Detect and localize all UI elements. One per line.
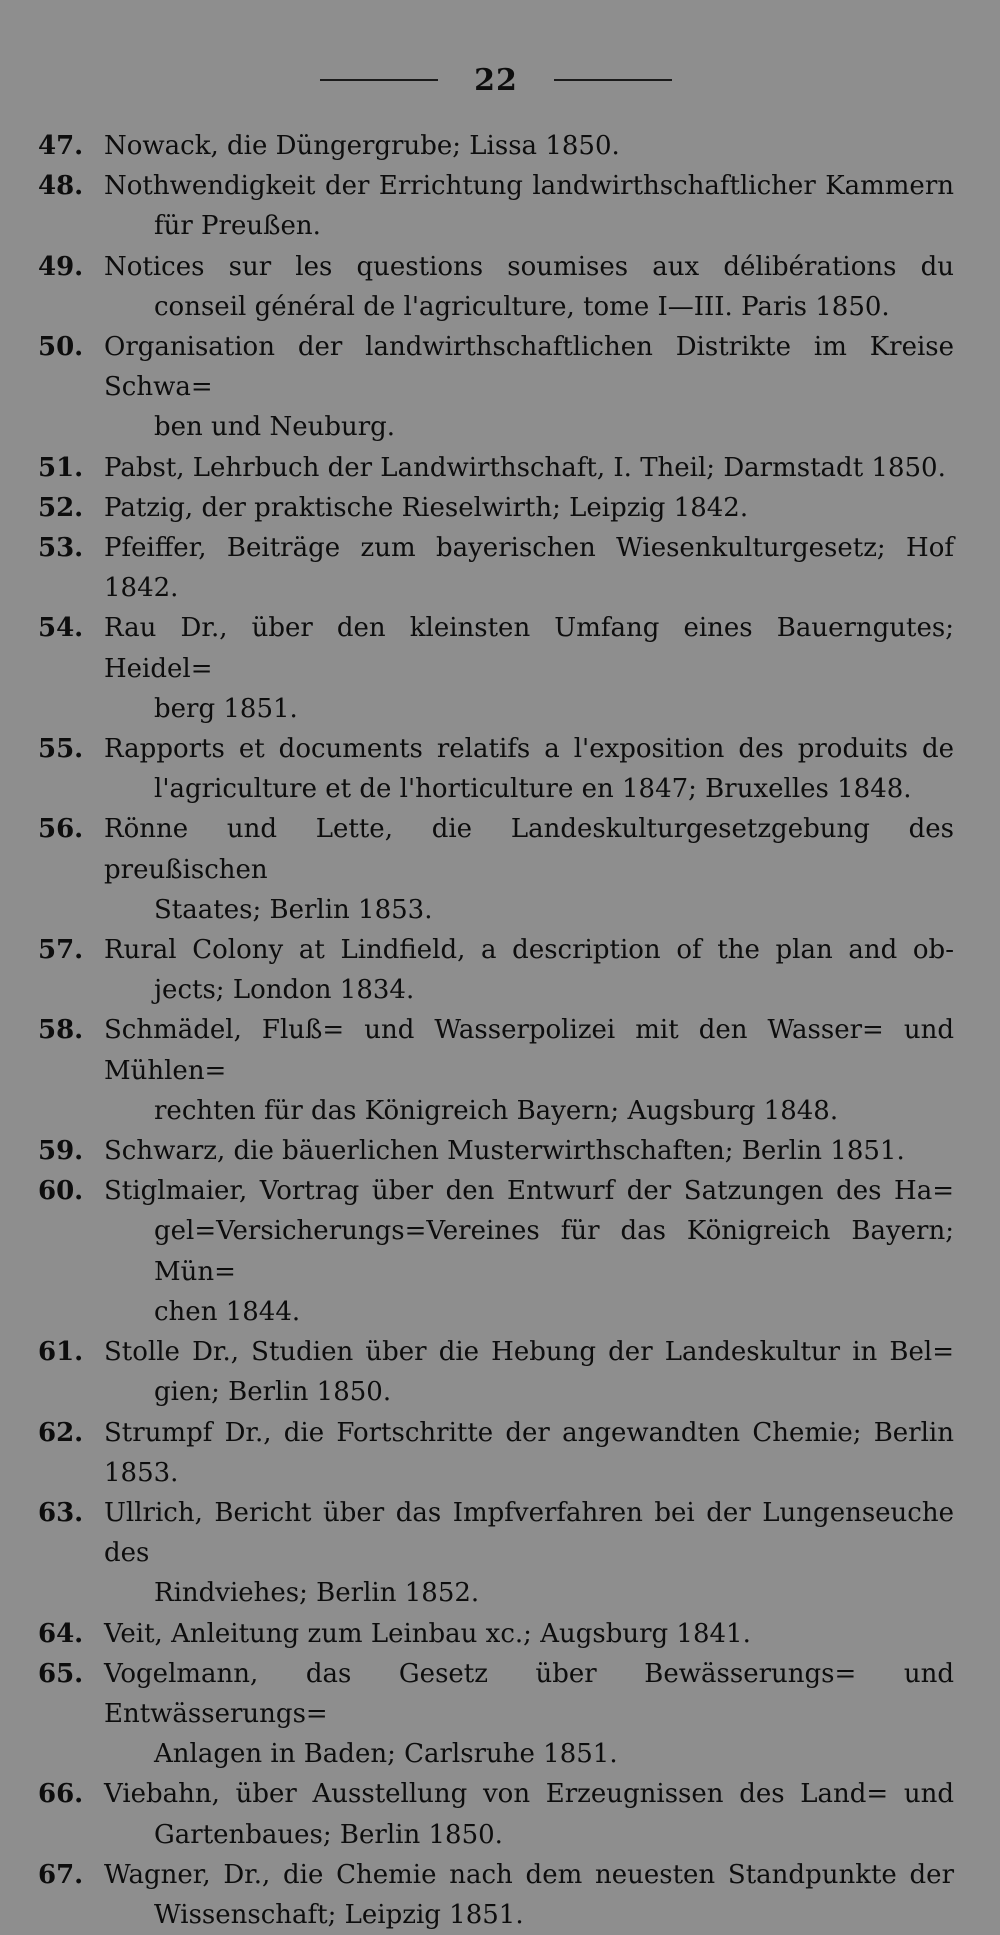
entry-line-continued: gel=Versicherungs=Vereines für das Königreich Bayern; Mün= [154,1216,954,1287]
bibliography-entry [38,1855,954,1935]
entry-line-first: Rapports et documents relatifs a l'exposition des produits de [104,734,954,765]
page-header [38,60,954,100]
entry-line-continued: chen 1844. [154,1296,301,1327]
entry-number: 52. [38,492,84,523]
entry-number: 53. [38,533,84,564]
entry-line-first: Nothwendigkeit der Errichtung landwirthschaftlicher Kammern [104,171,954,202]
entry-line-first: Rönne und Lette, die Landeskulturgesetzgebung des preußischen [104,814,954,885]
entry-text [104,488,954,528]
entry-line-continued: Rindviehes; Berlin 1852. [154,1578,480,1609]
bibliography-entry [38,809,954,930]
entry-text [104,608,954,729]
page-number: 22 [474,62,518,98]
entry-line-first: Strumpf Dr., die Fortschritte der angewandten Chemie; Berlin 1853. [104,1417,954,1488]
entry-line-first: Patzig, der praktische Rieselwirth; Leipzig 1842. [104,492,749,523]
bibliography-entry [38,247,954,327]
entry-line-first: Notices sur les questions soumises aux délibérations du [104,251,954,282]
entry-line-first: Organisation der landwirthschaftlichen Distrikte im Kreise Schwa= [104,332,954,403]
header-rule-left [320,79,438,81]
bibliography-entry [38,126,954,166]
entry-text [104,247,954,327]
entry-number: 48. [38,171,84,202]
entry-line-first: Stolle Dr., Studien über die Hebung der Landeskultur in Bel= [104,1337,954,1368]
bibliography-entry [38,1774,954,1854]
entry-text [104,126,954,166]
bibliography-entry [38,528,954,608]
entry-line-continued: jects; London 1834. [154,975,415,1006]
entry-text [104,166,954,246]
entry-line-first: Vogelmann, das Gesetz über Bewässerungs= und Entwässerungs= [104,1658,954,1729]
entry-text [104,448,954,488]
bibliography-entry [38,488,954,528]
entry-line-first: Ullrich, Bericht über das Impfverfahren bei der Lungenseuche des [104,1497,954,1569]
entry-number: 59. [38,1136,84,1167]
entry-line-continued: Anlagen in Baden; Carlsruhe 1851. [154,1739,618,1770]
bibliography-entry [38,1332,954,1412]
bibliography-entry [38,1171,954,1332]
entry-line-continued: l'agriculture et de l'horticulture en 1847; Bruxelles 1848. [154,774,912,805]
entry-text [104,1171,954,1332]
entry-text [104,729,954,809]
bibliography-entry [38,930,954,1010]
entry-line-continued: ben und Neuburg. [154,412,396,443]
entry-number: 64. [38,1618,84,1649]
entry-text [104,1010,954,1131]
entry-line-first: Pfeiffer, Beiträge zum bayerischen Wiesenkulturgesetz; Hof 1842. [104,533,954,604]
entry-text [104,1774,954,1854]
entry-number: 56. [38,814,84,845]
entry-text [104,1413,954,1493]
entry-number: 50. [38,332,84,363]
bibliography-entry [38,166,954,246]
entry-number: 60. [38,1176,84,1207]
entry-number: 47. [38,131,84,161]
entry-line-continued: Wissenschaft; Leipzig 1851. [154,1899,524,1930]
bibliography-entry [38,1493,954,1614]
entry-line-continued: rechten für das Königreich Bayern; Augsburg 1848. [154,1095,839,1126]
entry-number: 58. [38,1015,84,1046]
entry-text [104,1332,954,1412]
entry-text [104,930,954,1010]
entry-line-continued: Gartenbaues; Berlin 1850. [154,1819,503,1850]
bibliography-entry [38,327,954,448]
entry-line-first: Viebahn, über Ausstellung von Erzeugnissen des Land= und [104,1779,954,1810]
entry-number: 62. [38,1417,84,1448]
entry-line-continued: berg 1851. [154,693,298,724]
entry-text [104,327,954,448]
entry-line-first: Rural Colony at Lindfield, a description of the plan and ob- [104,935,954,966]
bibliography-entry [38,1131,954,1171]
entry-text [104,1131,954,1171]
entry-line-first: Veit, Anleitung zum Leinbau xc.; Augsburg 1841. [104,1618,751,1649]
bibliography-entry [38,1413,954,1493]
entry-line-continued: conseil général de l'agriculture, tome I—III. Paris 1850. [154,291,890,322]
entry-line-first: Rau Dr., über den kleinsten Umfang eines Bauerngutes; Heidel= [104,613,954,684]
entry-line-continued: für Preußen. [154,211,321,242]
entry-line-continued: gien; Berlin 1850. [154,1377,392,1408]
entry-line-continued: Staates; Berlin 1853. [154,894,433,925]
bibliography-entry [38,729,954,809]
entry-number: 63. [38,1497,84,1528]
entry-number: 67. [38,1859,84,1890]
entry-text [104,1614,954,1654]
entry-number: 51. [38,452,84,483]
entry-line-first: Schwarz, die bäuerlichen Musterwirthschaften; Berlin 1851. [104,1136,905,1167]
entry-number: 61. [38,1337,84,1368]
entry-line-first: Stiglmaier, Vortrag über den Entwurf der Satzungen des Ha= [104,1176,954,1207]
entry-text [104,1855,954,1935]
bibliography-entry [38,608,954,729]
entry-line-first: Schmädel, Fluß= und Wasserpolizei mit den Wasser= und Mühlen= [104,1015,954,1086]
entry-line-first: Wagner, Dr., die Chemie nach dem neuesten Standpunkte der [104,1859,954,1890]
entry-text [104,809,954,930]
entry-number: 54. [38,613,84,644]
header-rule-right [554,79,672,81]
entry-number: 49. [38,251,84,282]
entry-line-first: Nowack, die Düngergrube; Lissa 1850. [104,131,620,161]
entry-text [104,1654,954,1775]
entry-number: 55. [38,734,84,765]
entry-number: 66. [38,1779,84,1810]
entry-text [104,1493,954,1614]
bibliography-entry [38,448,954,488]
bibliography-entry [38,1010,954,1131]
bibliography-entry [38,1614,954,1654]
entry-number: 57. [38,935,84,966]
bibliography-entry [38,1654,954,1775]
entry-line-first: Pabst, Lehrbuch der Landwirthschaft, I. Theil; Darmstadt 1850. [104,452,946,483]
entry-number: 65. [38,1658,84,1689]
entry-text [104,528,954,608]
